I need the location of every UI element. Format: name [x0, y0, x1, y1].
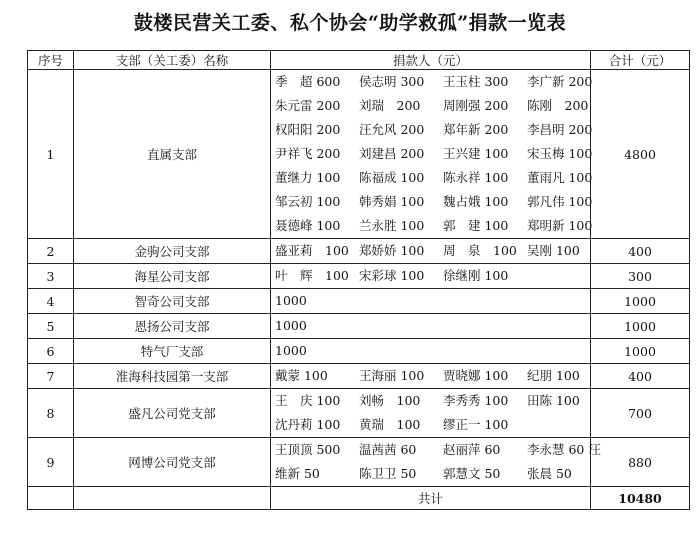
- donor-line: [271, 462, 590, 486]
- row-total: 1000: [591, 339, 690, 364]
- donor-entry: 田陈 100: [527, 393, 580, 408]
- donor-entry: 周刚强 200: [443, 98, 509, 113]
- donor-list: [271, 70, 591, 239]
- donor-line: [271, 314, 590, 338]
- donor-entry: 董雨凡 100: [527, 170, 593, 185]
- row-total: 1000: [591, 314, 690, 339]
- donor-entry: 1000: [275, 293, 307, 308]
- donor-entry: 宋彩球 100: [359, 268, 425, 283]
- row-number: 4: [28, 289, 74, 314]
- table-row: [28, 389, 690, 438]
- donor-entry: 侯志明 300: [359, 74, 425, 89]
- donor-list: [271, 239, 591, 264]
- donor-entry: 沈丹莉 100: [275, 417, 341, 432]
- donor-entry: 张晨 50: [527, 466, 572, 481]
- donor-entry: 陈福成 100: [359, 170, 425, 185]
- summary-row: [28, 487, 690, 510]
- donor-entry: 李昌明 200: [527, 122, 593, 137]
- donation-table: [27, 50, 690, 510]
- donor-entry: 王兴建 100: [443, 146, 509, 161]
- donor-line: [271, 214, 593, 238]
- donor-entry: 郭 建 100: [443, 218, 509, 233]
- donor-entry: 聂德峰 100: [275, 218, 341, 233]
- donor-entry: 郭慧文 50: [443, 466, 501, 481]
- donor-list: [271, 289, 591, 314]
- donor-line: [271, 413, 590, 437]
- table-row: [28, 239, 690, 264]
- branch-name: 盛凡公司党支部: [74, 389, 271, 438]
- donor-entry: 周 泉 100: [443, 243, 517, 258]
- donor-entry: 戴蒙 100: [275, 368, 328, 383]
- donor-entry: 吴刚 100: [527, 243, 580, 258]
- donor-entry: 王海丽 100: [359, 368, 425, 383]
- row-total: 300: [591, 264, 690, 289]
- donor-line: [271, 364, 590, 388]
- donor-entry: 季 超 600: [275, 74, 341, 89]
- branch-name: 金驹公司支部: [74, 239, 271, 264]
- donor-line: [271, 264, 590, 288]
- donor-entry: 王顶顶 500: [275, 442, 341, 457]
- donor-entry: 郑明新 100: [527, 218, 593, 233]
- donor-entry: 1000: [275, 343, 307, 358]
- donor-entry: 陈卫卫 50: [359, 466, 417, 481]
- donor-entry: 邹云初 100: [275, 194, 341, 209]
- donor-entry: 纪朋 100: [527, 368, 580, 383]
- donor-line: [271, 389, 590, 413]
- donor-entry: 汪允风 200: [359, 122, 425, 137]
- branch-name: 恩扬公司支部: [74, 314, 271, 339]
- table-row: [28, 289, 690, 314]
- row-number: 1: [28, 70, 74, 239]
- donor-list: [271, 438, 601, 487]
- donor-entry: 郭凡伟 100: [527, 194, 593, 209]
- donor-entry: 维新 50: [275, 466, 320, 481]
- donor-entry: 李永慧 60 汪: [527, 442, 601, 457]
- donor-line: [271, 239, 590, 263]
- branch-name: 网博公司党支部: [74, 438, 271, 487]
- donor-line: [271, 438, 601, 462]
- donor-line: [271, 70, 593, 94]
- donor-entry: [527, 413, 591, 437]
- row-total: 880: [591, 438, 690, 487]
- donor-entry: 盛亚莉 100: [275, 243, 349, 258]
- row-total: 400: [591, 239, 690, 264]
- branch-name: 直属支部: [74, 70, 271, 239]
- donor-line: [271, 190, 593, 214]
- donor-entry: 郑娇娇 100: [359, 243, 425, 258]
- donor-entry: 缪正一 100: [443, 417, 509, 432]
- donor-list: [271, 364, 591, 389]
- donor-entry: 王 庆 100: [275, 393, 341, 408]
- row-number: 8: [28, 389, 74, 438]
- donor-entry: 贾晓娜 100: [443, 368, 509, 383]
- donor-entry: 刘瑞 200: [359, 98, 421, 113]
- donor-line: [271, 94, 590, 118]
- header-total: 合计（元）: [591, 51, 690, 70]
- donor-entry: 赵丽萍 60: [443, 442, 501, 457]
- donor-entry: 陈永祥 100: [443, 170, 509, 185]
- donor-line: [271, 289, 590, 313]
- donor-list: [271, 389, 591, 438]
- donor-entry: 王玉柱 300: [443, 74, 509, 89]
- donor-entry: 李秀秀 100: [443, 393, 509, 408]
- branch-name: 海星公司支部: [74, 264, 271, 289]
- row-number: 2: [28, 239, 74, 264]
- donor-entry: 叶 辉 100: [275, 268, 349, 283]
- page-title: 鼓楼民营关工委、私个协会“助学救孤”捐款一览表: [133, 12, 567, 34]
- donor-line: [271, 339, 590, 363]
- table-row: [28, 314, 690, 339]
- row-number: 3: [28, 264, 74, 289]
- donor-entry: 郑年新 200: [443, 122, 509, 137]
- header-row: [28, 51, 690, 70]
- header-no: 序号: [28, 51, 74, 70]
- table-row: [28, 364, 690, 389]
- donor-entry: 刘建昌 200: [359, 146, 425, 161]
- row-total: 4800: [591, 70, 690, 239]
- row-number: 9: [28, 438, 74, 487]
- table-row: [28, 438, 690, 487]
- row-number: 7: [28, 364, 74, 389]
- donor-entry: 尹祥飞 200: [275, 146, 341, 161]
- donor-entry: 徐继刚 100: [443, 268, 509, 283]
- branch-name: 特气厂支部: [74, 339, 271, 364]
- branch-name: 淮海科技园第一支部: [74, 364, 271, 389]
- donor-entry: 董继力 100: [275, 170, 341, 185]
- row-total: 700: [591, 389, 690, 438]
- table-row: [28, 264, 690, 289]
- donor-entry: 权阳阳 200: [275, 122, 341, 137]
- donor-entry: 魏占娥 100: [443, 194, 509, 209]
- donor-line: [271, 118, 593, 142]
- donor-list: [271, 264, 591, 289]
- row-total: 1000: [591, 289, 690, 314]
- row-number: 6: [28, 339, 74, 364]
- donor-entry: 朱元雷 200: [275, 98, 341, 113]
- donor-list: [271, 314, 591, 339]
- row-number: 5: [28, 314, 74, 339]
- donor-list: [271, 339, 591, 364]
- summary-label: 共计: [271, 487, 591, 510]
- donor-entry: 陈刚 200: [527, 98, 589, 113]
- donor-entry: 宋玉梅 100: [527, 146, 593, 161]
- donor-line: [271, 142, 593, 166]
- donor-entry: 兰永胜 100: [359, 218, 425, 233]
- donor-entry: 1000: [275, 318, 307, 333]
- donor-entry: 温茜茜 60: [359, 442, 417, 457]
- donor-entry: 李广新 200: [527, 74, 593, 89]
- header-donors: 捐款人（元）: [271, 51, 591, 70]
- table-row: [28, 339, 690, 364]
- donor-entry: 刘畅 100: [359, 393, 421, 408]
- donor-entry: 韩秀娟 100: [359, 194, 425, 209]
- summary-total: 10480: [591, 487, 690, 510]
- row-total: 400: [591, 364, 690, 389]
- donor-entry: 黄瑞 100: [359, 417, 421, 432]
- header-branch: 支部（关工委）名称: [74, 51, 271, 70]
- donor-entry: [527, 264, 591, 288]
- table-row: [28, 70, 690, 239]
- donor-line: [271, 166, 593, 190]
- branch-name: 智奇公司支部: [74, 289, 271, 314]
